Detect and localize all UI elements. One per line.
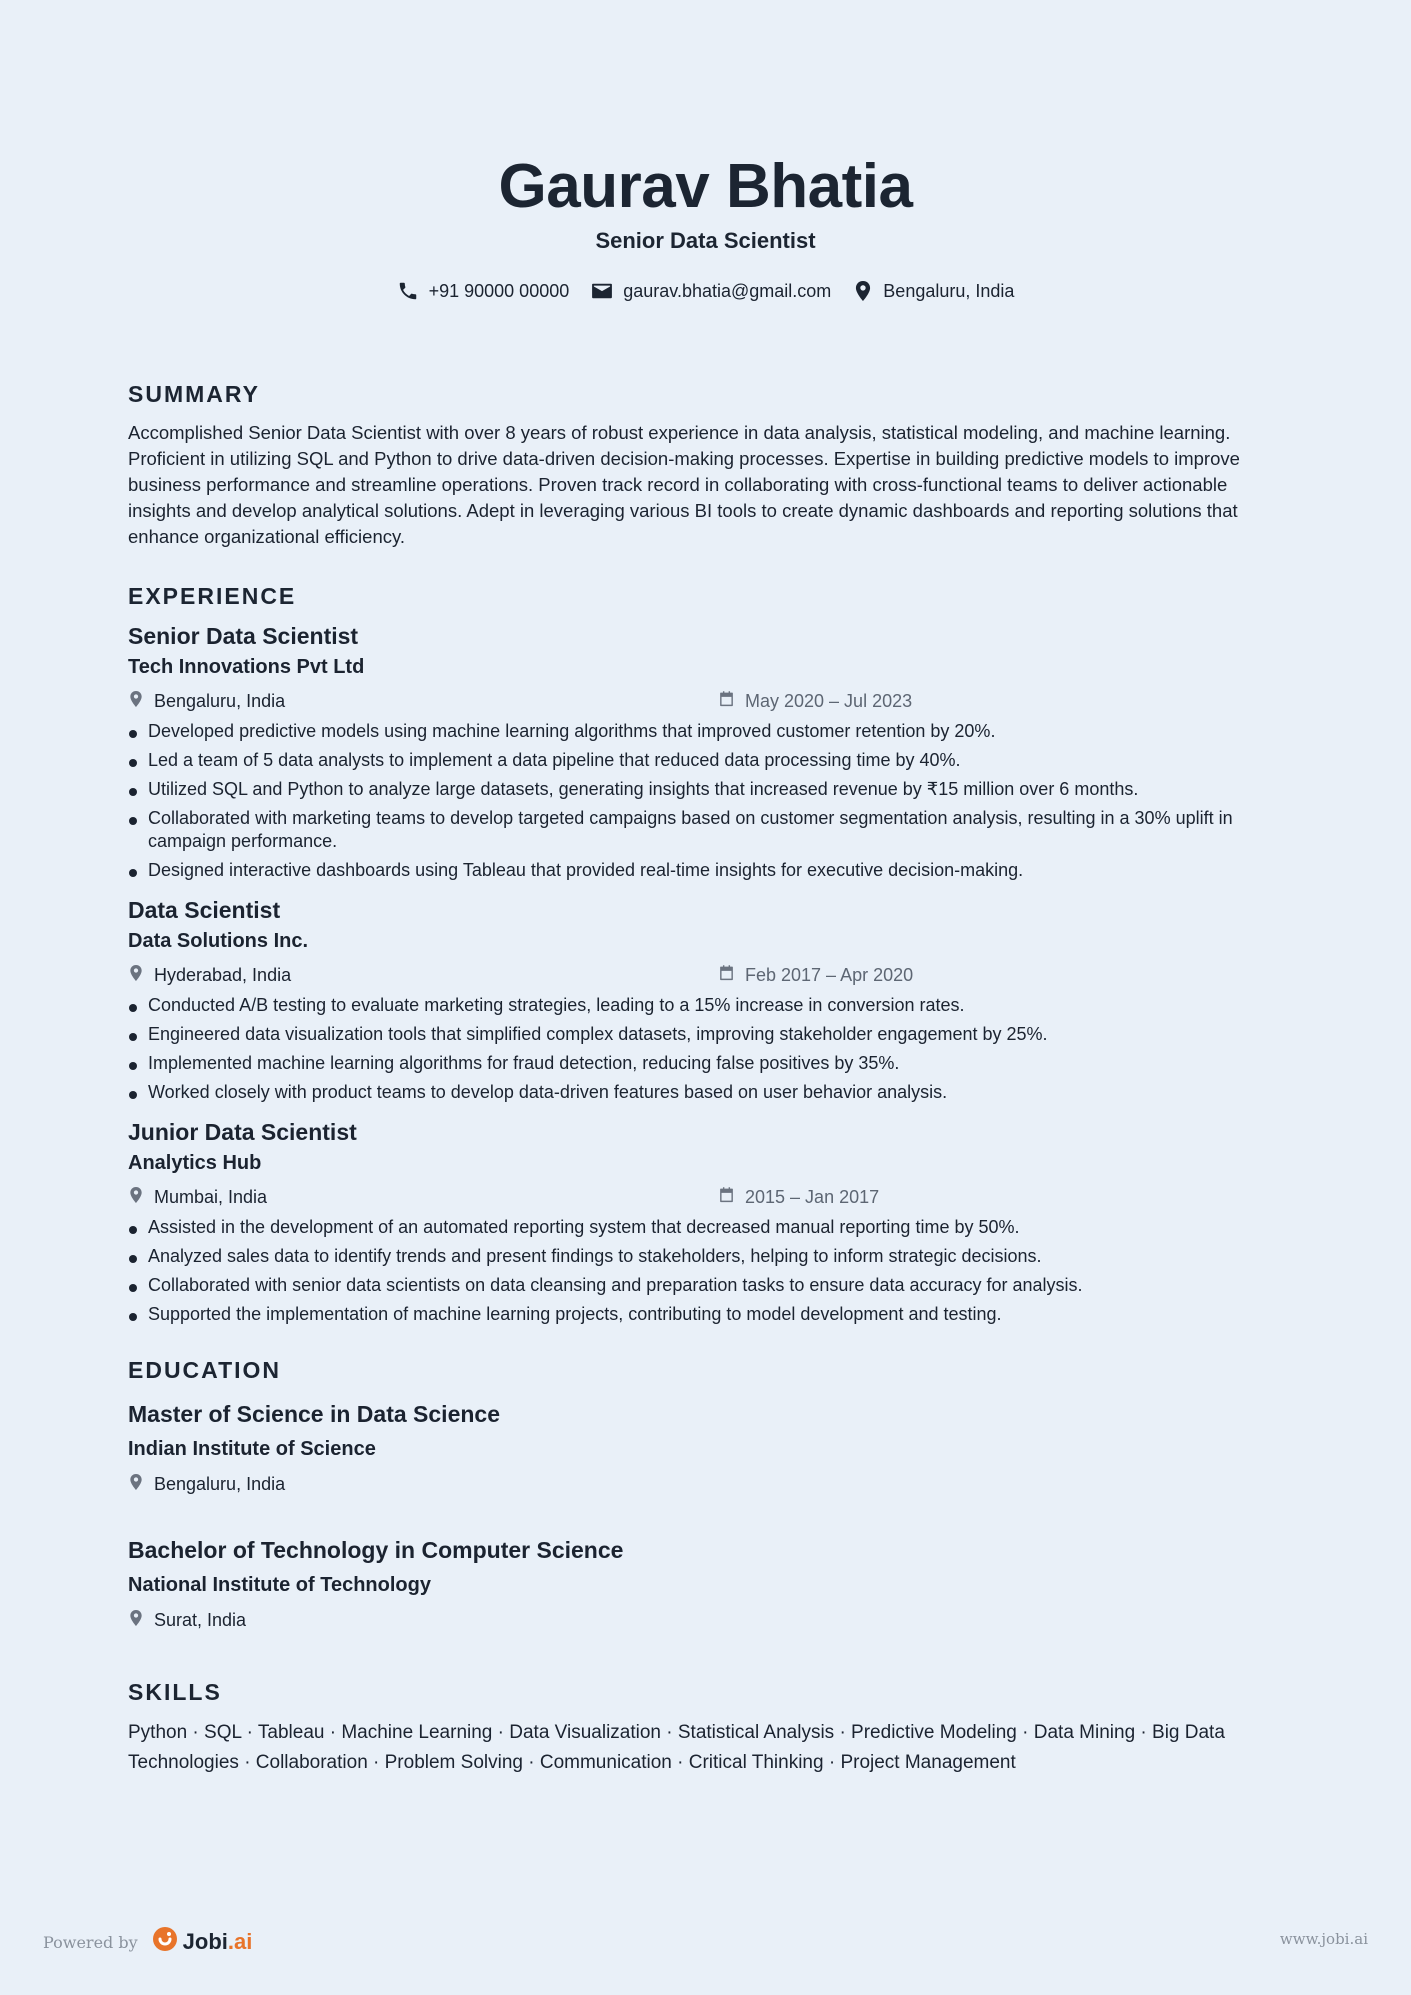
summary-text: Accomplished Senior Data Scientist with over 8 years of robust experience in data analysis, statistical modeling, and machine learning. Proficient in utilizing SQL and Python to drive data-driven decision-making processes. Expertise in building predictive models to improve business performance and streamline operations. Proven track record in collaborating with cross-functional teams to deliver actionable insights and develop analytical solutions. Adept in leveraging various BI tools to create dynamic dashboards and reporting solutions that enhance organizational efficiency. xyxy=(128,422,1240,547)
contact-location xyxy=(853,280,1014,302)
website-link[interactable]: www.jobi.ai xyxy=(1279,1930,1368,1948)
education-location xyxy=(128,1472,1278,1496)
list-item: Collaborated with senior data scientists on data cleansing and preparation tasks to ensure data accuracy for analysis. xyxy=(128,1274,1278,1297)
map-pin-icon xyxy=(128,690,144,713)
map-pin-icon xyxy=(853,280,873,302)
list-item: Utilized SQL and Python to analyze large datasets, generating insights that increased revenue by ₹15 million over 6 months. xyxy=(128,778,1278,801)
resume-header xyxy=(0,148,1411,302)
job-title: Data Scientist xyxy=(128,897,281,923)
envelope-icon xyxy=(591,282,613,300)
job-title: Junior Data Scientist xyxy=(128,1119,357,1145)
job-entry xyxy=(128,894,1278,1104)
list-item: Supported the implementation of machine learning projects, contributing to model development and testing. xyxy=(128,1303,1278,1326)
job-dates xyxy=(718,1186,879,1209)
list-item: Developed predictive models using machine learning algorithms that improved customer retention by 20%. xyxy=(128,720,1278,743)
job-title: Senior Data Scientist xyxy=(128,623,359,649)
map-pin-icon xyxy=(128,1609,144,1632)
powered-by-label: Powered by xyxy=(43,1932,138,1952)
degree-title: Bachelor of Technology in Computer Science xyxy=(128,1537,624,1563)
list-item: Analyzed sales data to identify trends and present findings to stakeholders, helping to inform strategic decisions. xyxy=(128,1245,1278,1268)
education-heading: EDUCATION xyxy=(128,1357,282,1383)
brand-name: Jobi xyxy=(182,1929,228,1954)
job-meta xyxy=(128,1182,1278,1214)
education-entry xyxy=(128,1398,1278,1496)
phone-icon xyxy=(397,280,419,302)
location-text: Bengaluru, India xyxy=(883,280,1015,301)
skills-heading: SKILLS xyxy=(128,1679,222,1705)
job-bullets xyxy=(128,720,1278,882)
summary-heading: SUMMARY xyxy=(128,381,260,407)
footer-branding xyxy=(43,1926,252,1958)
candidate-title: Senior Data Scientist xyxy=(595,228,816,253)
job-meta xyxy=(128,960,1278,992)
phone-number: +91 90000 00000 xyxy=(428,280,570,301)
education-location xyxy=(128,1608,1278,1632)
calendar-icon xyxy=(718,1186,735,1209)
list-item: Collaborated with marketing teams to develop targeted campaigns based on customer segmentation analysis, resulting in a 30% uplift in campaign performance. xyxy=(128,807,1278,853)
calendar-icon xyxy=(718,964,735,987)
calendar-icon xyxy=(718,690,735,713)
map-pin-icon xyxy=(128,964,144,987)
contact-email xyxy=(591,281,831,302)
list-item: Engineered data visualization tools that simplified complex datasets, improving stakeholder engagement by 25%. xyxy=(128,1023,1278,1046)
job-bullets xyxy=(128,1216,1278,1326)
company-name: Analytics Hub xyxy=(128,1152,262,1174)
company-name: Tech Innovations Pvt Ltd xyxy=(128,656,365,678)
job-dates xyxy=(718,964,913,987)
jobi-logo[interactable] xyxy=(152,1926,253,1958)
job-meta xyxy=(128,686,1278,718)
job-dates-text: 2015 – Jan 2017 xyxy=(745,1187,880,1207)
job-location-text: Hyderabad, India xyxy=(154,965,292,985)
job-location-text: Mumbai, India xyxy=(154,1187,268,1207)
candidate-name: Gaurav Bhatia xyxy=(498,152,913,221)
jobi-logo-icon xyxy=(152,1926,178,1958)
job-bullets xyxy=(128,994,1278,1104)
company-name: Data Solutions Inc. xyxy=(128,930,309,952)
education-location-text: Surat, India xyxy=(154,1609,247,1630)
list-item: Led a team of 5 data analysts to implement a data pipeline that reduced data processing time by 40%. xyxy=(128,749,1278,772)
job-dates xyxy=(718,690,912,713)
list-item: Worked closely with product teams to develop data-driven features based on user behavior analysis. xyxy=(128,1081,1278,1104)
experience-heading: EXPERIENCE xyxy=(128,583,297,609)
resume-body xyxy=(128,378,1278,1778)
map-pin-icon xyxy=(128,1473,144,1496)
brand-suffix: .ai xyxy=(227,1929,253,1954)
job-location xyxy=(128,690,285,713)
institution-name: National Institute of Technology xyxy=(128,1574,431,1596)
job-location-text: Bengaluru, India xyxy=(154,691,286,711)
job-location xyxy=(128,964,291,987)
job-dates-text: Feb 2017 – Apr 2020 xyxy=(745,965,914,985)
education-entry xyxy=(128,1534,1278,1632)
education-location-text: Bengaluru, India xyxy=(154,1473,286,1494)
list-item: Conducted A/B testing to evaluate marketing strategies, leading to a 15% increase in conversion rates. xyxy=(128,994,1278,1017)
skills-list: Python · SQL · Tableau · Machine Learning · Data Visualization · Statistical Analysis · Predictive Modeling · Data Mining · Big Data Technologies · Collaboration · Problem Solving · Communication · Critical Thinking · Project Management xyxy=(128,1722,1225,1773)
job-location xyxy=(128,1186,267,1209)
map-pin-icon xyxy=(128,1186,144,1209)
job-dates-text: May 2020 – Jul 2023 xyxy=(745,691,913,711)
job-entry xyxy=(128,1116,1278,1326)
institution-name: Indian Institute of Science xyxy=(128,1438,376,1460)
degree-title: Master of Science in Data Science xyxy=(128,1401,500,1427)
job-entry xyxy=(128,620,1278,882)
list-item: Implemented machine learning algorithms for fraud detection, reducing false positives by 35%. xyxy=(128,1052,1278,1075)
contact-row xyxy=(0,280,1411,302)
list-item: Assisted in the development of an automated reporting system that decreased manual reporting time by 50%. xyxy=(128,1216,1278,1239)
list-item: Designed interactive dashboards using Tableau that provided real-time insights for executive decision-making. xyxy=(128,859,1278,882)
email-address: gaurav.bhatia@gmail.com xyxy=(623,280,832,301)
contact-phone xyxy=(397,280,570,302)
